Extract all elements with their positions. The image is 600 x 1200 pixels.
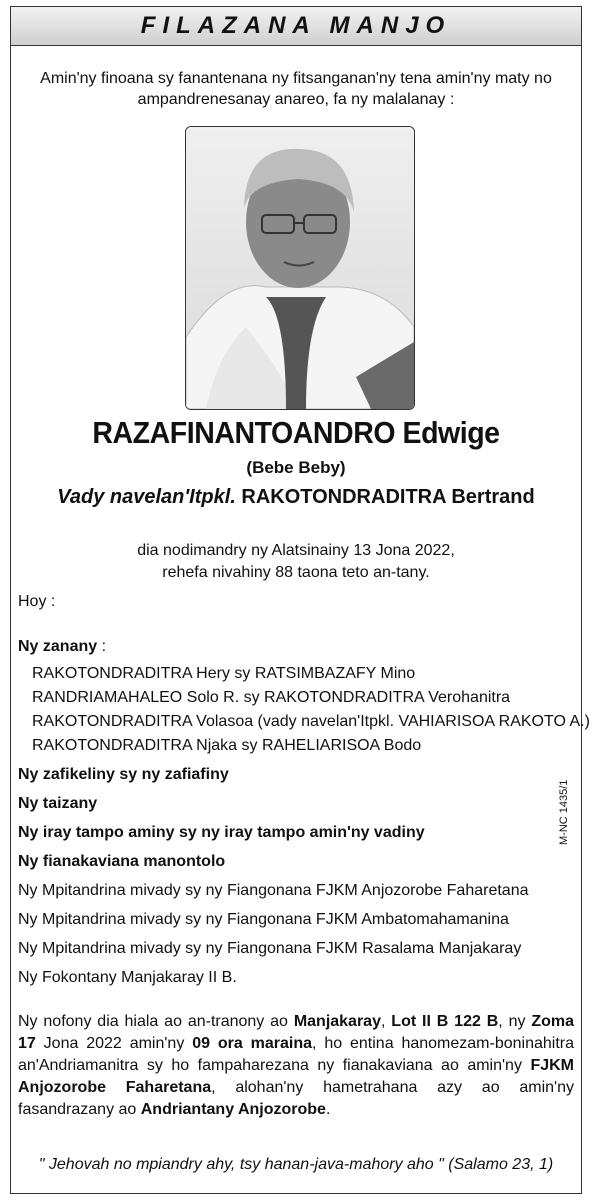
family-group: Ny zafikeliny sy ny zafiafiny (18, 766, 229, 783)
organization-item: Ny Mpitandrina mivady sy ny Fiangonana FJKM Rasalama Manjakaray (18, 940, 522, 957)
organization-item: Ny Fokontany Manjakaray II B. (18, 969, 237, 986)
family-group: Ny fianakaviana manontolo (18, 853, 226, 870)
intro-line-1: Amin'ny finoana sy fanantenana ny fitsanganan'ny tena amin'ny maty no (40, 70, 552, 87)
organization-item: Ny Mpitandrina mivady sy ny Fiangonana FJKM Ambatomahamanina (18, 911, 509, 928)
spouse-prefix: Vady navelan'Itpkl. (57, 486, 236, 508)
funeral-day: Zoma 17 (18, 1013, 575, 1052)
intro-line-2: ampandrenesanay anareo, fa ny malalanay : (137, 91, 455, 108)
funeral-church: FJKM Anjozorobe Faharetana (18, 1057, 574, 1096)
notice-header (10, 6, 582, 46)
funeral-text: , alohan'ny hametrahana azy ao amin'ny fasandrazany ao (18, 1079, 574, 1118)
funeral-text: , ho entina hanomezam-boninahitra an'Andriamanitra sy ho fampaharezana ny fianakaviana ao amin'ny (18, 1035, 575, 1074)
funeral-text: , (380, 1013, 392, 1030)
children-heading (18, 638, 106, 656)
death-date: dia nodimandry ny Alatsinainy 13 Jona 2022, (137, 542, 455, 559)
funeral-address: Lot II B 122 B (391, 1013, 499, 1030)
funeral-text: Jona 2022 amin'ny (35, 1035, 193, 1052)
children-heading-colon: : (97, 638, 107, 655)
organization-item: Ny Mpitandrina mivady sy ny Fiangonana FJKM Anjozorobe Faharetana (18, 882, 529, 899)
child-item: RANDRIAMAHALEO Solo R. sy RAKOTONDRADITRA Verohanitra (32, 689, 511, 706)
family-group: Ny iray tampo aminy sy ny iray tampo amin'ny vadiny (18, 824, 425, 841)
funeral-time: 09 ora maraina (192, 1035, 313, 1052)
child-item: RAKOTONDRADITRA Volasoa (vady navelan'Itpkl. VAHIARISOA RAKOTO A.) (32, 713, 590, 730)
child-item: RAKOTONDRADITRA Hery sy RATSIMBAZAFY Mino (32, 665, 416, 682)
death-age: rehefa nivahiny 88 taona teto an-tany. (162, 564, 430, 581)
portrait-photo (185, 126, 415, 410)
child-item: RAKOTONDRADITRA Njaka sy RAHELIARISOA Bodo (32, 737, 422, 754)
bible-quote: " Jehovah no mpiandry ahy, tsy hanan-java-mahory aho " (Salamo 23, 1) (38, 1156, 554, 1173)
death-info (22, 540, 570, 584)
reference-code: M-NC 1435/1 (558, 779, 570, 845)
funeral-details (18, 1011, 574, 1121)
portrait-image (186, 127, 414, 409)
children-heading-label: Ny zanany (18, 638, 98, 655)
funeral-location: Manjakaray (293, 1013, 381, 1030)
deceased-nickname: (Bebe Beby) (246, 458, 346, 477)
hoy-label: Hoy : (18, 593, 56, 610)
funeral-text: . (325, 1101, 331, 1118)
spouse-line (22, 486, 570, 509)
family-group: Ny taizany (18, 795, 98, 812)
funeral-text: Ny nofony dia hiala ao an-tranony ao (18, 1013, 294, 1030)
funeral-text: , ny (498, 1013, 532, 1030)
funeral-burial-place: Andriantany Anjozorobe (140, 1101, 326, 1118)
intro-text (22, 68, 570, 110)
notice-title: FILAZANA MANJO (140, 12, 452, 39)
spouse-name: RAKOTONDRADITRA Bertrand (241, 486, 535, 508)
deceased-name: RAZAFINANTOANDRO Edwige (92, 415, 500, 450)
